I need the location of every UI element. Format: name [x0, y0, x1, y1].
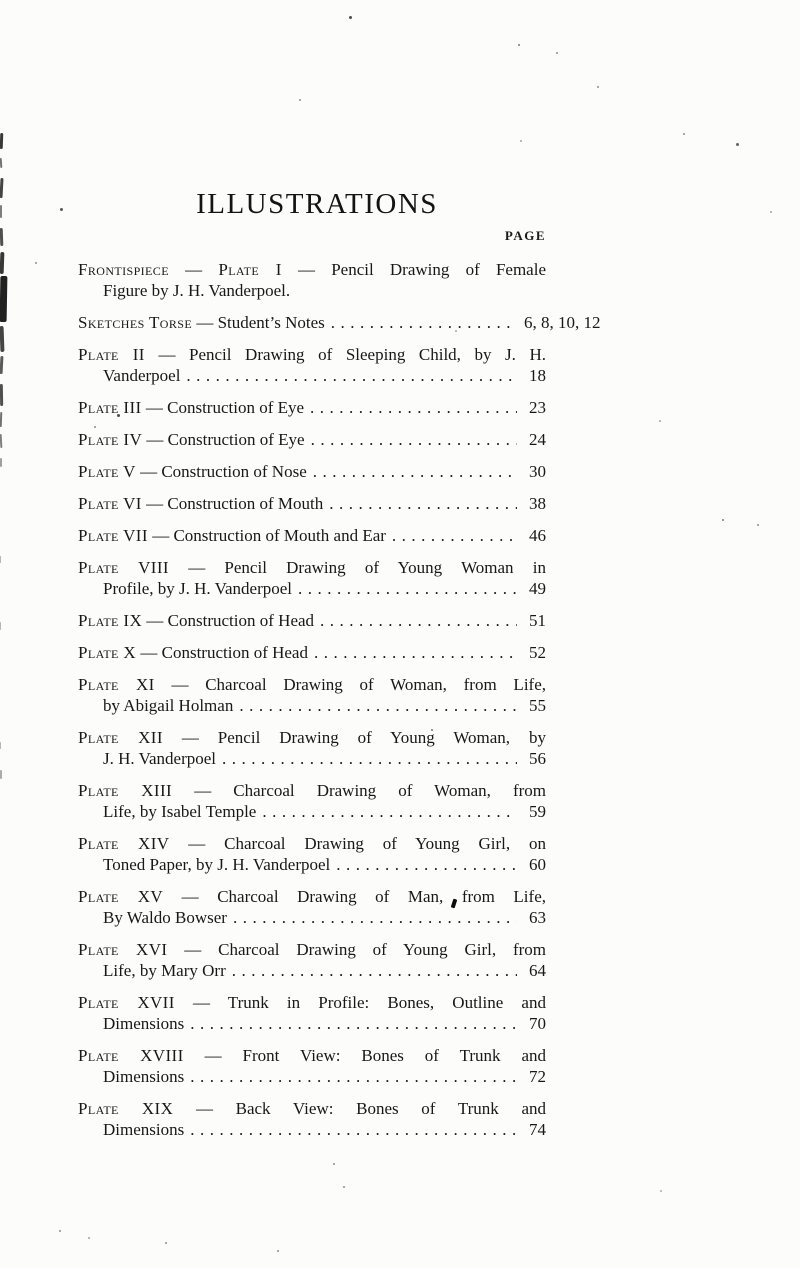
- entry-description: — Pencil Drawing of Sleeping Child, by J. H.: [144, 345, 546, 364]
- binding-artifact: [0, 133, 3, 149]
- entry-line2: [78, 1066, 546, 1087]
- entry-page-number: 70: [529, 1014, 546, 1033]
- page-column-header: PAGE: [504, 228, 546, 243]
- entry-page-number: 55: [529, 696, 546, 715]
- entry-text: [78, 887, 546, 906]
- entry-continuation-text: Life, by Mary Orr: [103, 961, 226, 980]
- entry-text: [78, 675, 546, 694]
- entry-line1: [78, 493, 546, 514]
- entry-page-number: 63: [529, 908, 546, 927]
- entry-line2: [78, 1119, 546, 1140]
- entry-text: [78, 461, 307, 482]
- binding-artifact: [0, 326, 4, 352]
- entry-text: [78, 1099, 546, 1118]
- entry-page-number: 52: [529, 643, 546, 662]
- binding-artifact: [0, 228, 3, 246]
- entry-line1: [78, 1098, 546, 1119]
- binding-artifact: [0, 434, 2, 448]
- entry-line2: [78, 854, 546, 875]
- entry-line2: [78, 280, 546, 301]
- scan-speck: [35, 262, 37, 264]
- entry-label: Plate I: [218, 260, 282, 279]
- entry-page-number: 49: [529, 579, 546, 598]
- entry-line1: [78, 833, 546, 854]
- entry-text: [78, 993, 546, 1012]
- toc-entry: [78, 312, 601, 333]
- entry-page-number: 74: [529, 1120, 546, 1139]
- entry-line2: [78, 1013, 546, 1034]
- binding-artifact: [0, 770, 2, 779]
- entry-description: — Front View: Bones of Trunk and: [183, 1046, 546, 1065]
- entry-continuation-text: Vanderpoel: [103, 366, 181, 385]
- entry-text: [78, 610, 314, 631]
- entry-description: — Construction of Eye: [142, 430, 305, 449]
- entry-description: — Charcoal Drawing of Young Girl, on: [169, 834, 546, 853]
- toc-entry: [78, 557, 546, 599]
- binding-artifact: [0, 356, 3, 374]
- entry-line1: [78, 312, 601, 333]
- entry-line1: [78, 557, 546, 578]
- toc-entry: [78, 610, 546, 631]
- toc-entry: [78, 833, 546, 875]
- entry-description: — Trunk in Profile: Bones, Outline and: [174, 993, 546, 1012]
- entry-label: Plate VI: [78, 494, 142, 513]
- entry-page-number: 64: [529, 961, 546, 980]
- entry-text: [78, 429, 305, 450]
- entry-line2: [78, 748, 546, 769]
- entry-label: Plate VIII: [78, 558, 169, 577]
- dot-leader-icon: [331, 312, 517, 333]
- entry-line2: [78, 960, 546, 981]
- entry-continuation-text: Dimensions: [103, 1067, 185, 1086]
- entry-continuation-text: by Abigail Holman: [103, 696, 234, 715]
- dot-leader-icon: [310, 397, 517, 418]
- entry-text: [78, 345, 546, 364]
- entry-text: [78, 525, 386, 546]
- entry-description: — Back View: Bones of Trunk and: [173, 1099, 546, 1118]
- entry-text: [78, 834, 546, 853]
- toc-entry: [78, 493, 546, 514]
- entry-text: [78, 260, 546, 279]
- dot-leader-icon: [314, 642, 517, 663]
- entry-label: Plate II: [78, 345, 145, 364]
- scan-speck: [60, 208, 63, 211]
- dot-leader-icon: [392, 525, 517, 546]
- dot-leader-icon: [311, 429, 517, 450]
- entry-text: [78, 493, 323, 514]
- entry-continuation-text: Toned Paper, by J. H. Vanderpoel: [103, 855, 331, 874]
- entry-description: — Charcoal Drawing of Woman, from: [172, 781, 546, 800]
- entry-description: — Construction of Nose: [135, 462, 307, 481]
- entry-text: [78, 642, 308, 663]
- toc-entry: [78, 886, 546, 928]
- entry-text: [78, 312, 325, 333]
- toc-entry: [78, 461, 546, 482]
- entry-label: Plate XV: [78, 887, 164, 906]
- entry-description: — Construction of Head: [136, 643, 308, 662]
- toc-entry: [78, 674, 546, 716]
- entry-page-number: 72: [529, 1067, 546, 1086]
- page-content: [78, 0, 601, 1151]
- scan-speck: [770, 211, 772, 213]
- entry-line1: [78, 429, 546, 450]
- binding-artifact: [0, 178, 4, 198]
- toc-entry: [78, 780, 546, 822]
- dot-leader-icon: [222, 748, 517, 769]
- entry-label: Plate IX: [78, 611, 143, 630]
- entry-label: Plate XIV: [78, 834, 170, 853]
- dot-leader-icon: [313, 461, 517, 482]
- scan-speck: [556, 52, 558, 54]
- scan-speck: [597, 86, 599, 88]
- entry-page-number: 23: [529, 398, 546, 417]
- entry-line1: [78, 344, 546, 365]
- entry-description: — Construction of Eye: [141, 398, 305, 417]
- entry-line2: [78, 907, 546, 928]
- entry-continuation-text: Figure by J. H. Vanderpoel.: [103, 281, 291, 300]
- entry-line2: [78, 801, 546, 822]
- entry-label: Plate XIX: [78, 1099, 174, 1118]
- toc-entry: [78, 939, 546, 981]
- entry-label: Plate VII: [78, 526, 148, 545]
- binding-artifact: [0, 276, 7, 322]
- toc-entry: [78, 642, 546, 663]
- entry-page-number: 6, 8, 10, 12: [524, 313, 601, 332]
- entry-text: [78, 558, 546, 577]
- entry-text: [78, 397, 304, 418]
- dot-leader-icon: [190, 1119, 517, 1140]
- dot-leader-icon: [233, 907, 517, 928]
- scan-speck: [343, 1186, 345, 1188]
- entry-label: Plate III: [78, 398, 142, 417]
- scan-speck: [659, 420, 661, 422]
- scan-speck: [722, 519, 724, 521]
- entry-description: — Charcoal Drawing of Young Girl, from: [167, 940, 546, 959]
- page-title: ILLUSTRATIONS: [196, 188, 438, 220]
- entry-page-number: 59: [529, 802, 546, 821]
- entry-continuation-text: J. H. Vanderpoel: [103, 749, 216, 768]
- entry-line2: [78, 695, 546, 716]
- entry-description: — Charcoal Drawing of Man, from Life,: [163, 887, 546, 906]
- entry-label: Sketches Torse: [78, 313, 193, 332]
- toc-entry: [78, 259, 546, 301]
- entry-label: Plate XI: [78, 675, 155, 694]
- scan-speck: [757, 524, 759, 526]
- entry-continuation-text: Life, by Isabel Temple: [103, 802, 257, 821]
- entry-line1: [78, 992, 546, 1013]
- entry-line1: [78, 939, 546, 960]
- entry-line1: [78, 780, 546, 801]
- entry-label: Plate X: [78, 643, 137, 662]
- entry-line1: [78, 259, 546, 280]
- toc-entry: [78, 525, 546, 546]
- entry-page-number: 46: [529, 526, 546, 545]
- entry-page-number: 30: [529, 462, 546, 481]
- entry-continuation-text: Dimensions: [103, 1014, 185, 1033]
- binding-artifact: [0, 205, 2, 218]
- scan-speck: [736, 143, 739, 146]
- entry-text: [78, 781, 546, 800]
- entry-line1: [78, 727, 546, 748]
- toc-entry: [78, 429, 546, 450]
- entry-label: Plate XVI: [78, 940, 168, 959]
- entry-page-number: 18: [529, 366, 546, 385]
- toc-entry: [78, 344, 546, 386]
- entry-line1: [78, 461, 546, 482]
- dot-leader-icon: [298, 578, 517, 599]
- entry-line1: [78, 642, 546, 663]
- dot-leader-icon: [232, 960, 517, 981]
- entry-continuation-text: Profile, by J. H. Vanderpoel: [103, 579, 293, 598]
- entry-description: — Pencil Drawing of Young Woman in: [168, 558, 547, 577]
- entry-label: Frontispiece: [78, 260, 169, 279]
- entry-line1: [78, 525, 546, 546]
- entry-line1: [78, 674, 546, 695]
- dot-leader-icon: [190, 1013, 517, 1034]
- entry-description: — Pencil Drawing of Young Woman, by: [162, 728, 546, 747]
- entry-label: Plate XIII: [78, 781, 173, 800]
- entry-line1: [78, 397, 546, 418]
- entry-page-number: 56: [529, 749, 546, 768]
- dot-leader-icon: [190, 1066, 517, 1087]
- binding-artifact: [0, 252, 4, 274]
- entry-page-number: 60: [529, 855, 546, 874]
- entry-text: [78, 940, 546, 959]
- entry-line2: [78, 578, 546, 599]
- binding-artifact: [0, 158, 2, 168]
- scan-speck: [683, 133, 685, 135]
- toc-entry: [78, 397, 546, 418]
- binding-artifact: [0, 742, 1, 749]
- dot-leader-icon: [239, 695, 517, 716]
- dot-leader-icon: [329, 493, 517, 514]
- entry-text: [78, 728, 546, 747]
- binding-artifact: [0, 458, 2, 467]
- binding-artifact: [0, 412, 2, 427]
- entry-continuation-text: By Waldo Bowser: [103, 908, 227, 927]
- binding-artifact: [0, 556, 1, 563]
- entry-line1: [78, 886, 546, 907]
- entry-label: Plate XII: [78, 728, 163, 747]
- binding-artifact: [0, 622, 1, 630]
- entry-page-number: 38: [529, 494, 546, 513]
- entry-description: — Construction of Head: [142, 611, 315, 630]
- entry-line1: [78, 610, 546, 631]
- scan-speck: [165, 1242, 167, 1244]
- entry-description: — Charcoal Drawing of Woman, from Life,: [154, 675, 547, 694]
- entry-label: Plate XVIII: [78, 1046, 184, 1065]
- binding-artifact: [0, 384, 3, 406]
- toc-entry: [78, 1098, 546, 1140]
- entry-description: — Student’s Notes: [192, 313, 325, 332]
- dot-leader-icon: [320, 610, 517, 631]
- entry-continuation-text: Dimensions: [103, 1120, 185, 1139]
- entry-label: Plate XVII: [78, 993, 175, 1012]
- dot-leader-icon: [262, 801, 517, 822]
- scan-speck: [333, 1163, 335, 1165]
- entry-line2: [78, 365, 546, 386]
- scan-speck: [277, 1250, 279, 1252]
- dot-leader-icon: [186, 365, 517, 386]
- entry-description: — Pencil Drawing of Female: [281, 260, 546, 279]
- scan-speck: [660, 1190, 662, 1192]
- entry-page-number: 24: [529, 430, 546, 449]
- entry-text: [78, 1046, 546, 1065]
- entry-line1: [78, 1045, 546, 1066]
- dot-leader-icon: [336, 854, 517, 875]
- toc-list: [78, 259, 601, 1140]
- scan-speck: [88, 1237, 90, 1239]
- entry-description: — Construction of Mouth and Ear: [147, 526, 386, 545]
- toc-entry: [78, 727, 546, 769]
- entry-label: Plate IV: [78, 430, 143, 449]
- toc-entry: [78, 992, 546, 1034]
- toc-entry: [78, 1045, 546, 1087]
- scan-speck: [59, 1230, 61, 1232]
- entry-description: —: [168, 260, 219, 279]
- entry-page-number: 51: [529, 611, 546, 630]
- entry-description: — Construction of Mouth: [141, 494, 324, 513]
- entry-label: Plate V: [78, 462, 136, 481]
